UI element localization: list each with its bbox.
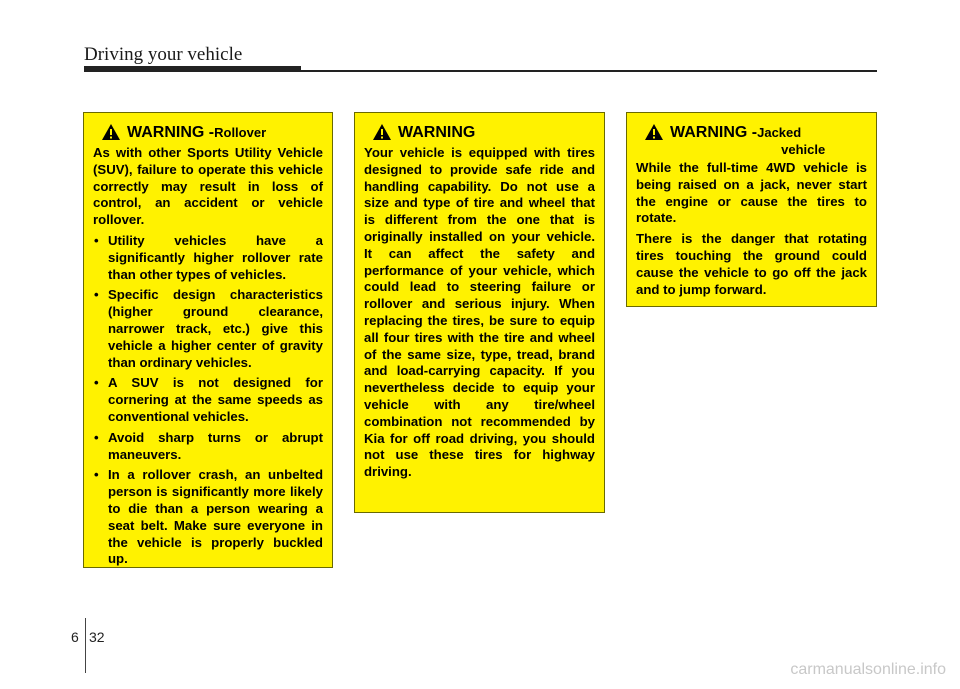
bullet-item: • Specific design characteristics (higher ground clearance, narrower track, etc.) give this vehicle a higher center of gravity than ordinary vehicles.: [94, 287, 323, 370]
warning-body-text: While the full-time 4WD vehicle is being raised on a jack, never start the engine or cause the tires to rotate.: [636, 160, 867, 226]
warning-title-label: WARNING -: [670, 124, 758, 141]
bullet-item: • In a rollover crash, an unbelted person is significantly more likely to die than a person wearing a seat belt. Make sure everyone in the vehicle is properly buckled up.: [94, 467, 323, 567]
header-rule-thick: [84, 66, 301, 72]
warning-triangle-icon: [372, 123, 392, 141]
page-number: 32: [89, 629, 105, 645]
warning-body-text: There is the danger that rotating tires touching the ground could cause the vehicle to go off the jack and to jump forward.: [636, 231, 867, 297]
warning-body-text: Your vehicle is equipped with tires designed to provide safe ride and handling capability. Do not use a size and type of tire and wheel that is different from the one that is originally installed on your vehicle. It can affect the safety and performance of your vehicle, which could lead to steering failure or rollover and serious injury. When replacing the tires, be sure to equip all four tires with the tire and wheel of the same size, type, tread, brand and load-carrying capacity. If you nevertheless decide to equip your vehicle with any tire/wheel combination not recommended by Kia for off road driving, you should not use these tires for highway driving.: [364, 145, 595, 480]
warning-title-label: WARNING: [398, 124, 476, 141]
bullet-item: • A SUV is not designed for cornering at the same speeds as conventional vehicles.: [94, 375, 323, 424]
chapter-number: 6: [71, 629, 79, 645]
warning-triangle-icon: [644, 123, 664, 141]
warning-bullet-list: [93, 233, 323, 568]
watermark-text: carmanualsonline.info: [790, 661, 946, 678]
bullet-item: • Utility vehicles have a significantly higher rollover rate than other types of vehicles.: [94, 232, 323, 282]
page-header-title: Driving your vehicle: [84, 44, 243, 65]
warning-title: [93, 123, 323, 142]
warning-title: [364, 123, 595, 142]
warning-intro-text: As with other Sports Utility Vehicle (SUV), failure to operate this vehicle correctly may result in loss of control, an accident or vehicle rollover.: [93, 145, 323, 228]
header-rule-thin: [301, 70, 877, 72]
warning-box-tires: [354, 112, 605, 513]
footer-divider: [85, 618, 86, 673]
warning-subtitle: Jacked vehicle: [757, 125, 826, 157]
bullet-item: • Avoid sharp turns or abrupt maneuvers.: [94, 429, 323, 462]
warning-box-rollover: [83, 112, 333, 568]
warning-box-jacked-vehicle: [626, 112, 877, 307]
warning-triangle-icon: [101, 123, 121, 141]
warning-title: [636, 123, 867, 157]
warning-title-label: WARNING -: [127, 124, 215, 141]
warning-subtitle: Rollover: [214, 125, 267, 140]
